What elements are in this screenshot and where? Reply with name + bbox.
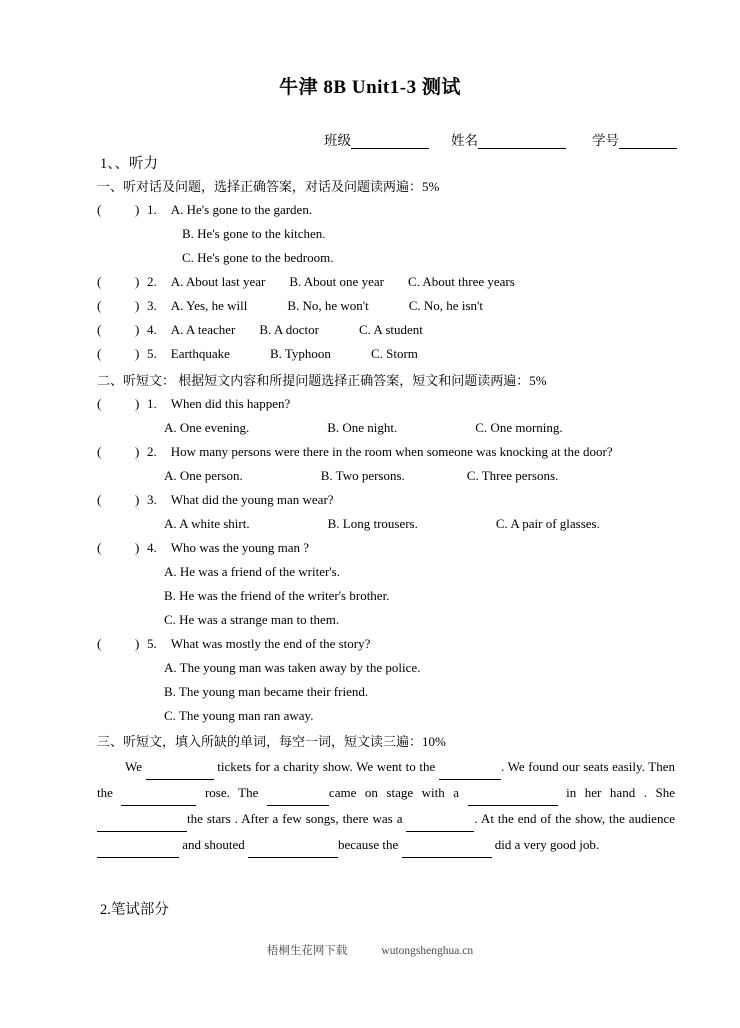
cloze-paragraph (97, 754, 675, 858)
question-row (97, 492, 334, 508)
question-row (97, 322, 423, 338)
answer-paren-open: ( (97, 346, 102, 361)
option-text[interactable]: C. A student (358, 322, 423, 337)
page-footer (0, 942, 740, 958)
option-text[interactable]: C. He's gone to the bedroom. (182, 250, 334, 265)
question-row (97, 636, 370, 652)
class-label: 班级 (324, 133, 351, 148)
option-text[interactable]: B. No, he won't (287, 298, 369, 313)
cloze-blank-6[interactable] (97, 818, 187, 832)
part1-heading: 1、、听力 (100, 156, 158, 172)
question-number: 5. (147, 346, 157, 361)
option-text[interactable]: A. The young man was taken away by the police. (164, 660, 421, 675)
option-text[interactable]: A. A teacher (170, 322, 236, 337)
option-text[interactable]: A. About last year (170, 274, 266, 289)
cloze-segment: did a very good job. (491, 837, 600, 852)
cloze-segment: rose. The (196, 785, 267, 800)
cloze-segment: . We found our seats easily. Then the (97, 759, 675, 800)
option-text[interactable]: A. He's gone to the garden. (170, 202, 313, 217)
option-row[interactable] (182, 250, 333, 266)
question-row (97, 396, 290, 412)
answer-paren-open: ( (97, 492, 102, 507)
option-row (164, 420, 563, 436)
answer-paren-close: ) (135, 444, 140, 459)
option-text[interactable]: B. Typhoon (269, 346, 331, 361)
answer-paren-close: ) (135, 274, 140, 289)
question-stem: How many persons were there in the room when someone was knocking at the door? (170, 444, 613, 459)
question-number: 4. (147, 540, 157, 555)
cloze-segment: We (125, 759, 146, 774)
option-text[interactable]: A. One evening. (164, 420, 250, 435)
student-number-field (592, 129, 677, 149)
option-text[interactable]: B. A doctor (259, 322, 319, 337)
cloze-blank-9[interactable] (248, 844, 338, 858)
option-text[interactable]: C. Storm (370, 346, 418, 361)
option-text[interactable]: A. One person. (164, 468, 243, 483)
option-row[interactable] (164, 612, 339, 628)
student-number-input-blank[interactable] (619, 134, 677, 149)
answer-paren-close: ) (135, 346, 140, 361)
answer-paren-close: ) (135, 202, 140, 217)
question-number: 1. (147, 396, 157, 411)
question-row (97, 444, 613, 460)
option-text[interactable]: Earthquake (170, 346, 230, 361)
question-stem: What did the young man wear? (170, 492, 334, 507)
part2-heading: 2.笔试部分 (100, 902, 169, 918)
question-number: 1. (147, 202, 157, 217)
listening-section1-heading: 一、听对话及问题，选择正确答案，对话及问题读两遍：5% (97, 179, 440, 194)
student-number-label: 学号 (592, 133, 619, 148)
question-stem: What was mostly the end of the story? (170, 636, 371, 651)
listening-section2-heading: 二、听短文： 根据短文内容和所提问题选择正确答案，短文和问题读两遍：5% (97, 373, 547, 388)
option-row (164, 516, 600, 532)
question-number: 3. (147, 492, 157, 507)
cloze-segment: tickets for a charity show. We went to the (213, 759, 439, 774)
question-number: 3. (147, 298, 157, 313)
question-number: 2. (147, 444, 157, 459)
option-row[interactable] (164, 588, 389, 604)
option-row[interactable] (164, 564, 340, 580)
option-text[interactable]: B. About one year (289, 274, 384, 289)
student-info-line (97, 129, 677, 149)
name-input-blank[interactable] (478, 134, 566, 149)
class-field (324, 129, 429, 149)
answer-paren-open: ( (97, 396, 102, 411)
cloze-segment: and shouted (179, 837, 248, 852)
option-text[interactable]: A. Yes, he will (170, 298, 248, 313)
question-stem: When did this happen? (170, 396, 291, 411)
option-row (164, 468, 558, 484)
option-text[interactable]: C. No, he isn't (408, 298, 483, 313)
question-row (97, 202, 312, 218)
cloze-segment: came on stage with a (328, 785, 468, 800)
answer-paren-open: ( (97, 540, 102, 555)
question-number: 5. (147, 636, 157, 651)
option-row[interactable] (164, 660, 420, 676)
cloze-blank-2[interactable] (439, 766, 501, 780)
cloze-blank-5[interactable] (468, 792, 558, 806)
question-row (97, 540, 309, 556)
option-text[interactable]: B. Two persons. (320, 468, 405, 483)
question-row (97, 274, 515, 290)
option-text[interactable]: B. The young man became their friend. (164, 684, 369, 699)
question-stem: Who was the young man ? (170, 540, 310, 555)
answer-paren-close: ) (135, 492, 140, 507)
cloze-blank-1[interactable] (146, 766, 214, 780)
answer-paren-open: ( (97, 322, 102, 337)
question-row (97, 346, 418, 362)
answer-paren-close: ) (135, 540, 140, 555)
cloze-segment: in her hand . She (557, 785, 676, 800)
class-input-blank[interactable] (351, 134, 429, 149)
name-label: 姓名 (451, 133, 478, 148)
option-text[interactable]: C. One morning. (475, 420, 563, 435)
option-text[interactable]: C. The young man ran away. (164, 708, 314, 723)
answer-paren-close: ) (135, 636, 140, 651)
option-row[interactable] (164, 684, 368, 700)
answer-paren-open: ( (97, 636, 102, 651)
option-text[interactable]: A. He was a friend of the writer's. (164, 564, 340, 579)
option-text[interactable]: B. He was the friend of the writer's brother. (164, 588, 390, 603)
answer-paren-close: ) (135, 396, 140, 411)
option-text[interactable]: A. A white shirt. (164, 516, 250, 531)
question-number: 4. (147, 322, 157, 337)
option-row[interactable] (182, 226, 326, 242)
answer-paren-close: ) (135, 298, 140, 313)
question-number: 2. (147, 274, 157, 289)
question-row (97, 298, 483, 314)
cloze-segment: because the (337, 837, 402, 852)
cloze-segment: . At the end of the show, the audience (474, 811, 675, 826)
option-text[interactable]: C. A pair of glasses. (495, 516, 600, 531)
cloze-blank-3[interactable] (121, 792, 196, 806)
option-text[interactable]: B. He's gone to the kitchen. (182, 226, 326, 241)
option-row[interactable] (164, 708, 313, 724)
answer-paren-open: ( (97, 444, 102, 459)
name-field (451, 129, 566, 149)
option-text[interactable]: C. Three persons. (466, 468, 559, 483)
cloze-segment: the stars . After a few songs, there was a (187, 811, 407, 826)
option-text[interactable]: C. About three years (407, 274, 515, 289)
option-text[interactable]: B. One night. (327, 420, 398, 435)
footer-site-name: 梧桐生花网下载 (266, 945, 348, 957)
option-text[interactable]: B. Long trousers. (327, 516, 418, 531)
footer-site-url: wutongshenghua.cn (381, 945, 474, 957)
cloze-blank-4[interactable] (267, 792, 329, 806)
answer-paren-open: ( (97, 274, 102, 289)
page-title: 牛津 8B Unit1-3 测试 (279, 77, 461, 98)
answer-paren-close: ) (135, 322, 140, 337)
cloze-blank-8[interactable] (97, 844, 179, 858)
answer-paren-open: ( (97, 202, 102, 217)
cloze-blank-7[interactable] (406, 818, 474, 832)
listening-section3-heading: 三、听短文，填入所缺的单词，每空一词，短文读三遍：10% (97, 734, 446, 749)
answer-paren-open: ( (97, 298, 102, 313)
option-text[interactable]: C. He was a strange man to them. (164, 612, 340, 627)
cloze-blank-10[interactable] (402, 844, 492, 858)
